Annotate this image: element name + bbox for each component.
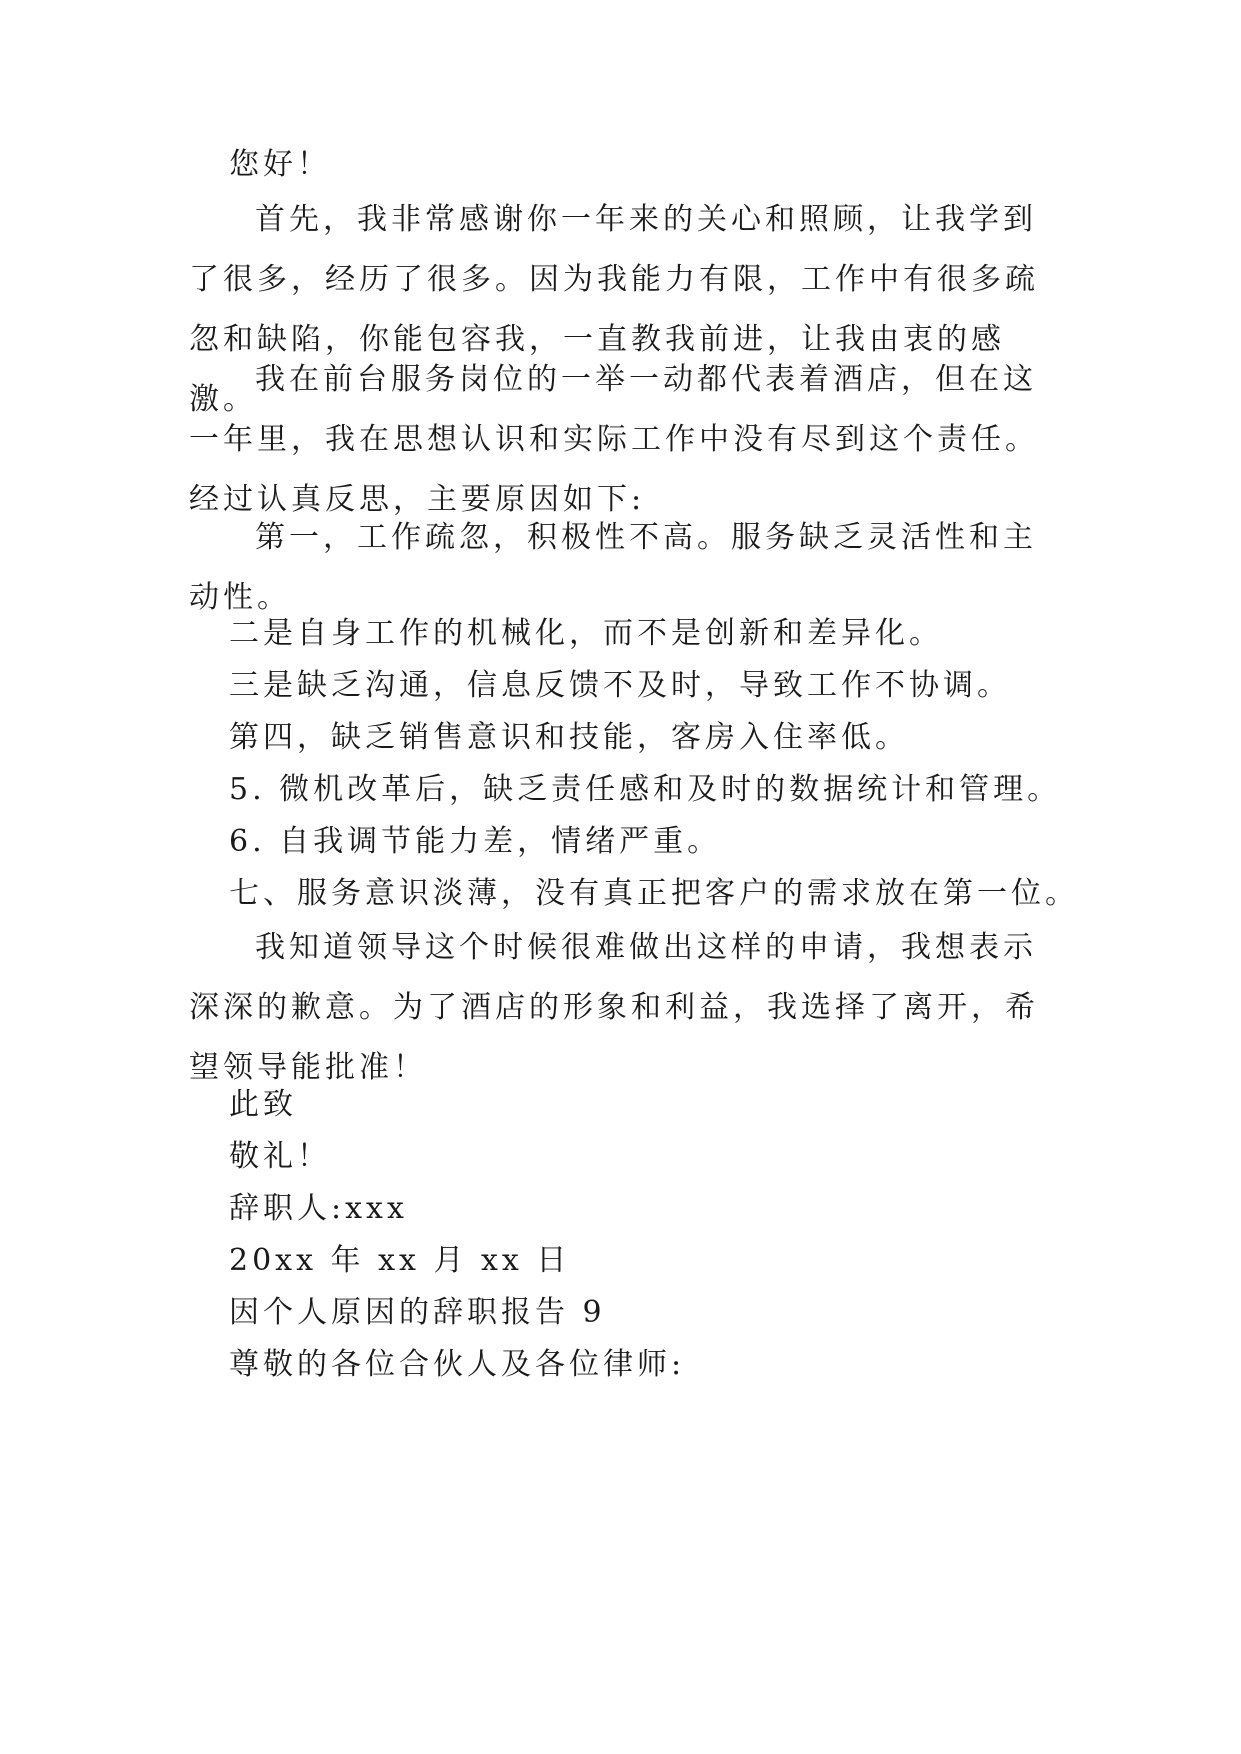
reason-5: 5. 微机改革后，缺乏责任感和及时的数据统计和管理。 <box>229 772 1062 807</box>
reason-4: 第四，缺乏销售意识和技能，客房入住率低。 <box>229 720 909 755</box>
reason-6: 6. 自我调节能力差，情绪严重。 <box>229 824 722 859</box>
paragraph-reason-1: 第一，工作疏忽，积极性不高。服务缺乏灵活性和主动性。 <box>189 520 1037 615</box>
next-document-salutation: 尊敬的各位合伙人及各位律师: <box>229 1347 686 1382</box>
reason-3: 三是缺乏沟通，信息反馈不及时，导致工作不协调。 <box>229 668 1011 703</box>
greeting: 您好！ <box>229 147 331 182</box>
reason-2: 二是自身工作的机械化，而不是创新和差异化。 <box>229 616 943 651</box>
closing-line-1: 此致 <box>229 1087 297 1122</box>
paragraph-apology: 我知道领导这个时候很难做出这样的申请，我想表示深深的歉意。为了酒店的形象和利益，我选择了离开，希望领导能批准！ <box>189 930 1039 1085</box>
next-document-title: 因个人原因的辞职报告 9 <box>229 1295 606 1330</box>
closing-line-2: 敬礼！ <box>229 1139 331 1174</box>
paragraph-position: 我在前台服务岗位的一举一动都代表着酒店，但在这一年里，我在思想认识和实际工作中没有尽到这个责任。经过认真反思，主要原因如下: <box>189 362 1039 517</box>
paragraph-thanks: 首先，我非常感谢你一年来的关心和照顾，让我学到了很多，经历了很多。因为我能力有限，工作中有很多疏忽和缺陷，你能包容我，一直教我前进，让我由衷的感激。 <box>189 202 1039 417</box>
signer: 辞职人:xxx <box>229 1191 408 1226</box>
reason-7: 七、服务意识淡薄，没有真正把客户的需求放在第一位。 <box>229 876 1079 911</box>
date: 20xx 年 xx 月 xx 日 <box>229 1243 571 1278</box>
